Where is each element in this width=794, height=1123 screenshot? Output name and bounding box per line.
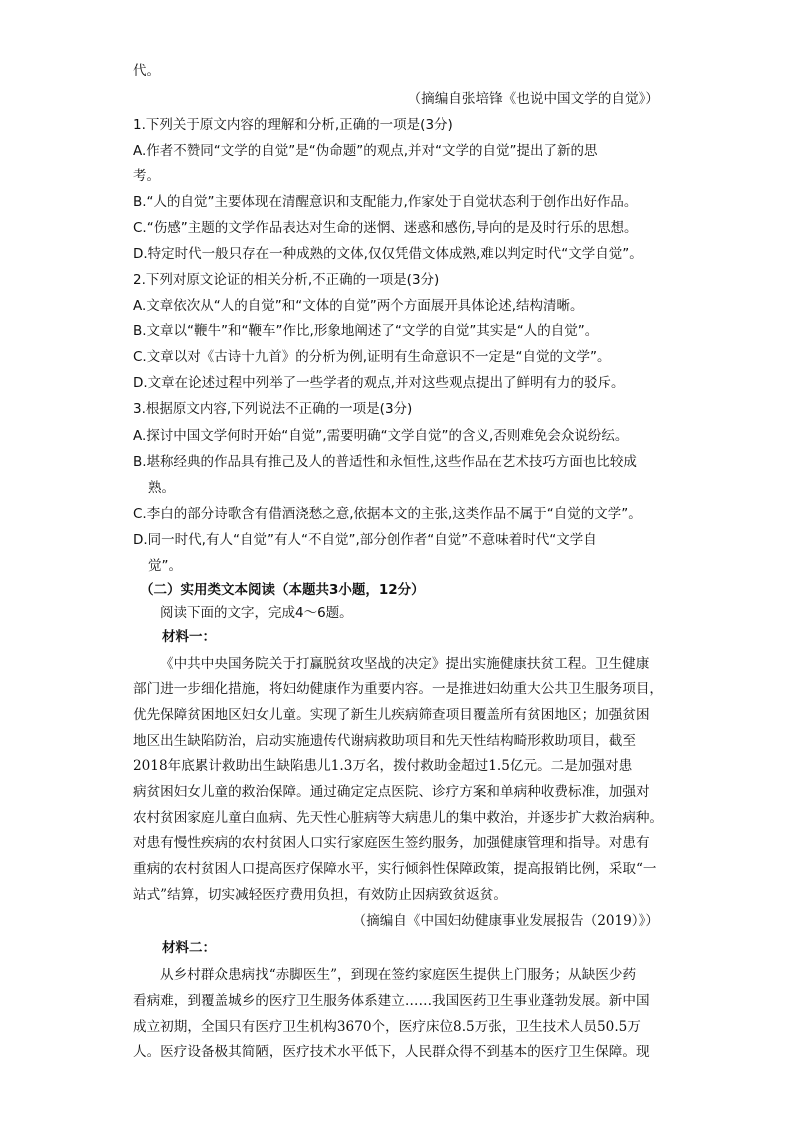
passage-source: （摘编自张培锋《也说中国文学的自觉》） (407, 91, 659, 107)
question-3-option-b-cont: 熟。 (148, 480, 175, 496)
material-1-line: 站式”结算，切实减轻医疗费用负担，有效防止因病致贫返贫。 (133, 887, 507, 903)
material-1-line: 优先保障贫困地区妇女儿童。实现了新生儿疾病筛查项目覆盖所有贫困地区；加强贫困 (133, 707, 650, 723)
material-2-line: 人。医疗设备极其简陋，医疗技术水平低下，人民群众得不到基本的医疗卫生保障。现 (133, 1044, 650, 1060)
question-2-option-c: C.文章以对《古诗十九首》的分析为例,证明有生命意识不一定是“自觉的文学”。 (133, 349, 611, 365)
question-3-option-d: D.同一时代,有人“自觉”有人“不自觉”,部分创作者“自觉”不意味着时代“文学自 (133, 532, 597, 548)
material-2-line: 从乡村群众患病找“赤脚医生”，到现在签约家庭医生提供上门服务；从缺医少药 (160, 967, 637, 983)
material-1-line: 部门进一步细化措施，将妇幼健康作为重要内容。一是推进妇幼重大公共卫生服务项目， (133, 681, 663, 697)
passage-tail: 代。 (133, 63, 160, 79)
question-1-stem: 1.下列关于原文内容的理解和分析,正确的一项是(3分) (133, 117, 453, 133)
question-2-option-b: B.文章以“鞭牛”和“鞭车”作比,形象地阐述了“文学的自觉”其实是“人的自觉”。 (133, 323, 599, 339)
question-1-option-a-cont: 考。 (133, 168, 160, 184)
section-instruction: 阅读下面的文字，完成4～6题。 (160, 605, 353, 621)
section-heading: （二）实用类文本阅读（本题共3小题，12分） (140, 582, 425, 598)
material-1-line: 重病的农村贫困人口提高医疗保障水平，实行倾斜性保障政策，提高报销比例，采取“一 (133, 861, 657, 877)
question-3-option-d-cont: 觉”。 (148, 558, 182, 574)
question-3-option-b: B.堪称经典的作品具有推己及人的普适性和永恒性,这些作品在艺术技巧方面也比较成 (133, 454, 637, 470)
question-2-option-d: D.文章在论述过程中列举了一些学者的观点,并对这些观点提出了鲜明有力的驳斥。 (133, 375, 625, 391)
question-1-option-a: A.作者不赞同“文学的自觉”是“伪命题”的观点,并对“文学的自觉”提出了新的思 (133, 143, 598, 159)
question-1-option-b: B.“人的自觉”主要体现在清醒意识和支配能力,作家处于自觉状态利于创作出好作品。 (133, 194, 638, 210)
material-2-line: 成立初期，全国只有医疗卫生机构3670个，医疗床位8.5万张，卫生技术人员50.5万 (133, 1019, 641, 1035)
question-2-stem: 2.下列对原文论证的相关分析,不正确的一项是(3分) (133, 272, 440, 288)
question-1-option-d: D.特定时代一般只存在一种成熟的文体,仅仅凭借文体成熟,难以判定时代“文学自觉”。 (133, 246, 643, 262)
material-1-line: 地区出生缺陷防治，启动实施遗传代谢病救助项目和先天性结构畸形救助项目，截至 (133, 733, 636, 749)
material-1-line: 病贫困妇女儿童的救治保障。通过确定定点医院、诊疗方案和单病种收费标准，加强对 (133, 784, 650, 800)
material-1-line: 农村贫困家庭儿童白血病、先天性心脏病等大病患儿的集中救治，并逐步扩大救治病种。 (133, 810, 663, 826)
question-3-option-c: C.李白的部分诗歌含有借酒浇愁之意,依据本文的主张,这类作品不属于“自觉的文学”。 (133, 506, 642, 522)
question-1-option-c: C.“伤感”主题的文学作品表达对生命的迷惘、迷惑和感伤,导向的是及时行乐的思想。 (133, 220, 638, 236)
material-1-line: 《中共中央国务院关于打赢脱贫攻坚战的决定》提出实施健康扶贫工程。卫生健康 (160, 656, 650, 672)
material-2-label: 材料二： (162, 940, 216, 956)
material-2-line: 看病难，到覆盖城乡的医疗卫生服务体系建立……我国医药卫生事业蓬勃发展。新中国 (133, 993, 650, 1009)
material-1-line: 对患有慢性疾病的农村贫困人口实行家庭医生签约服务，加强健康管理和指导。对患有 (133, 835, 650, 851)
material-1-line: 2018年底累计救助出生缺陷患儿1.3万名，拨付救助金超过1.5亿元。二是加强对患 (133, 758, 633, 774)
question-3-stem: 3.根据原文内容,下列说法不正确的一项是(3分) (133, 401, 413, 417)
question-3-option-a: A.探讨中国文学何时开始“自觉”,需要明确“文学自觉”的含义,否则难免会众说纷纭。 (133, 428, 629, 444)
material-1-label: 材料一： (162, 629, 216, 645)
question-2-option-a: A.文章依次从“人的自觉”和“文体的自觉”两个方面展开具体论述,结构清晰。 (133, 298, 584, 314)
material-1-source: （摘编自《中国妇幼健康事业发展报告（2019）》） (352, 913, 659, 929)
